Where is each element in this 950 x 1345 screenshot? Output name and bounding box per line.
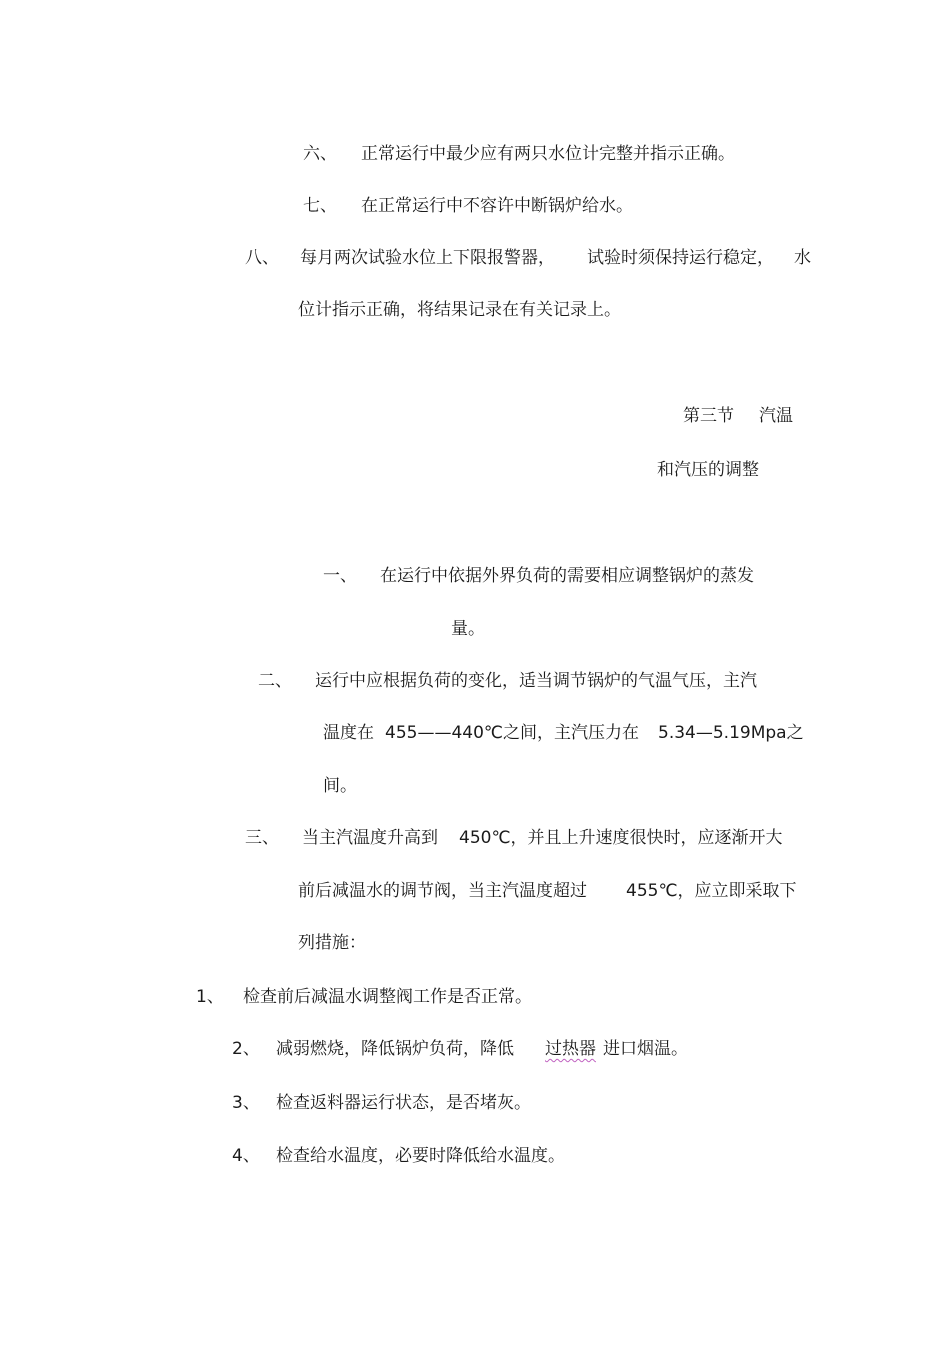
s3-item-3-text-b2: 455℃，应立即采取下: [626, 881, 797, 901]
s3-item-2-text-c: 间。: [323, 776, 357, 796]
s3-item-2-text-b1: 温度在: [323, 723, 374, 743]
s3-item-2-text-a: 运行中应根据负荷的变化，适当调节锅炉的气温气压，主汽: [315, 671, 757, 691]
s3-item-3-text-b1: 前后减温水的调节阀，当主汽温度超过: [298, 881, 587, 901]
s3-item-3-text-a1: 当主汽温度升高到: [302, 828, 438, 848]
measure-4-number: 4、: [232, 1146, 260, 1166]
s3-item-2-number: 二、: [258, 671, 292, 691]
item-7-number: 七、: [303, 196, 337, 216]
item-8-text-d: 位计指示正确，将结果记录在有关记录上。: [298, 300, 621, 320]
item-8-text-a: 每月两次试验水位上下限报警器，: [300, 248, 555, 268]
s3-item-3-text-c: 列措施：: [298, 933, 366, 953]
measure-3-number: 3、: [232, 1093, 260, 1113]
measure-1-text: 检查前后减温水调整阀工作是否正常。: [243, 987, 532, 1007]
measure-2-text-a: 减弱燃烧，降低锅炉负荷，降低: [276, 1039, 514, 1059]
section-3-heading-part2: 和汽压的调整: [657, 460, 759, 480]
item-6-number: 六、: [303, 144, 337, 164]
item-8-number: 八、: [245, 248, 279, 268]
s3-item-1-text-a: 在运行中依据外界负荷的需要相应调整锅炉的蒸发: [380, 566, 754, 586]
item-8-text-c: 水: [794, 248, 811, 268]
s3-item-2-text-b2: 455——440℃之间，主汽压力在: [385, 723, 639, 743]
item-6-text: 正常运行中最少应有两只水位计完整并指示正确。: [361, 144, 735, 164]
s3-item-1-number: 一、: [323, 566, 357, 586]
s3-item-3-number: 三、: [245, 828, 279, 848]
s3-item-3-text-a2: 450℃，并且上升速度很快时，应逐渐开大: [459, 828, 783, 848]
measure-1-number: 1、: [196, 987, 224, 1007]
s3-item-2-text-b3: 5.34—5.19Mpa之: [658, 723, 804, 743]
measure-2-number: 2、: [232, 1039, 260, 1059]
measure-3-text: 检查返料器运行状态，是否堵灰。: [276, 1093, 531, 1113]
measure-2-text-c: 进口烟温。: [603, 1039, 688, 1059]
s3-item-1-text-b: 量。: [451, 619, 485, 639]
item-7-text: 在正常运行中不容许中断锅炉给水。: [361, 196, 633, 216]
item-8-text-b: 试验时须保持运行稳定，: [587, 248, 774, 268]
measure-2-text-b-spellcheck: 过热器: [545, 1039, 596, 1059]
measure-4-text: 检查给水温度，必要时降低给水温度。: [276, 1146, 565, 1166]
section-3-heading-number: 第三节: [683, 406, 734, 426]
section-3-heading-part1: 汽温: [759, 406, 793, 426]
